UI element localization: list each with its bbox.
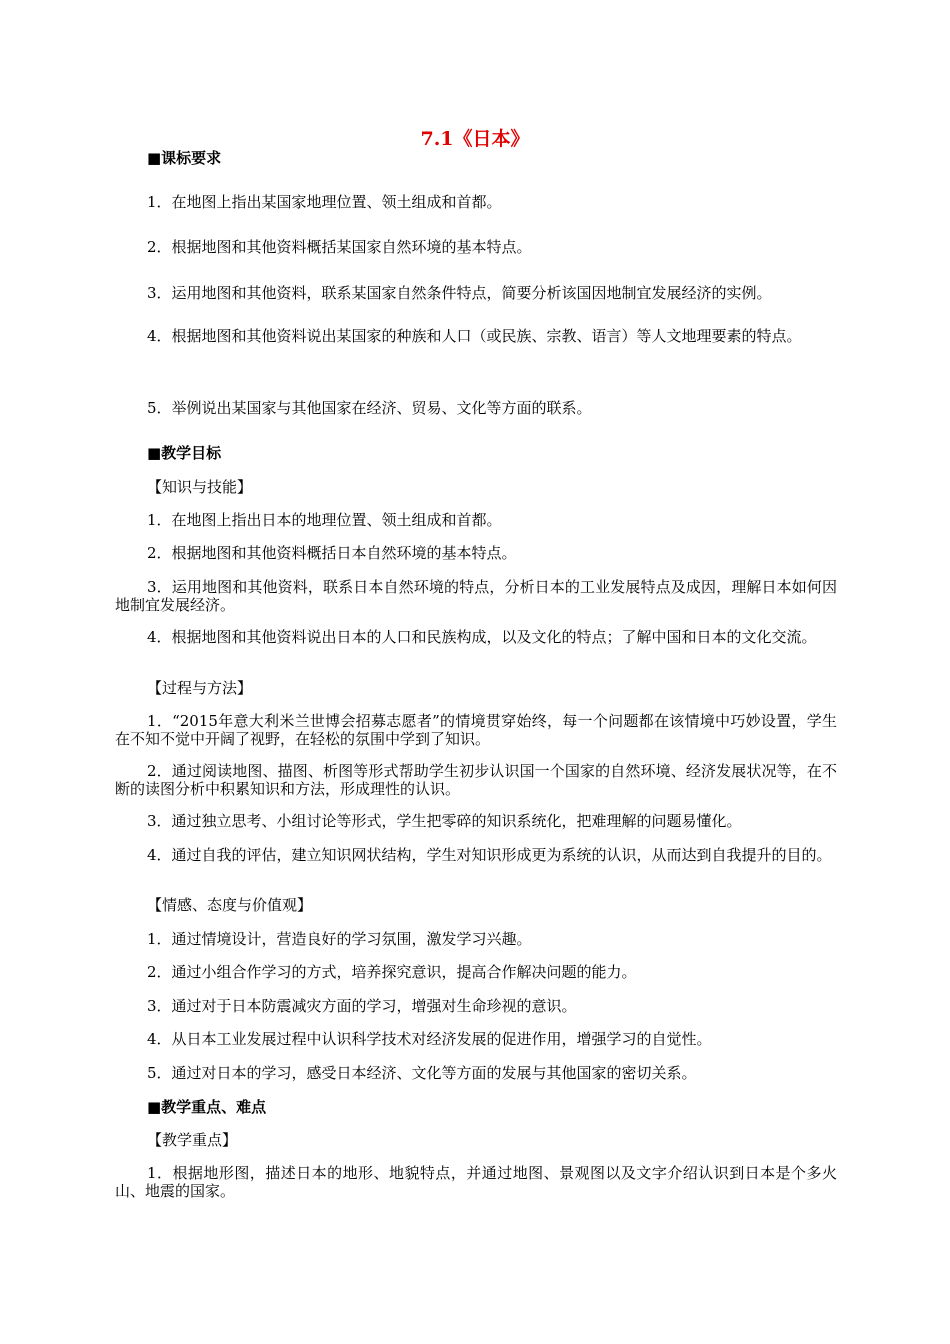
curriculum-item-1: 1．在地图上指出某国家地理位置、领土组成和首都。 [147,193,502,211]
curriculum-item-2: 2．根据地图和其他资料概括某国家自然环境的基本特点。 [147,238,532,256]
emotion-item-2: 2．通过小组合作学习的方式，培养探究意识，提高合作解决问题的能力。 [147,963,637,981]
process-item-3: 3．通过独立思考、小组讨论等形式，学生把零碎的知识系统化，把难理解的问题易懂化。 [147,812,742,830]
section-heading-goals: ■教学目标 [147,444,222,462]
curriculum-item-3: 3．运用地图和其他资料，联系某国家自然条件特点，简要分析该国因地制宜发展经济的实例。 [147,284,772,302]
emotion-item-4: 4．从日本工业发展过程中认识科学技术对经济发展的促进作用，增强学习的自觉性。 [147,1030,712,1048]
emotion-item-5: 5．通过对日本的学习，感受日本经济、文化等方面的发展与其他国家的密切关系。 [147,1064,697,1082]
subsection-label-emotion: 【情感、态度与价值观】 [147,896,313,914]
section-heading-keypoints: ■教学重点、难点 [147,1098,267,1116]
knowledge-item-1: 1．在地图上指出日本的地理位置、领土组成和首都。 [147,511,502,529]
emotion-item-1: 1．通过情境设计，营造良好的学习氛围，激发学习兴趣。 [147,930,532,948]
process-item-1: 1．“2015年意大利米兰世博会招募志愿者”的情境贯穿始终，每一个问题都在该情境中巧妙设置，学生在不知不觉中开阔了视野，在轻松的氛围中学到了知识。 [115,712,837,748]
knowledge-item-2: 2．根据地图和其他资料概括日本自然环境的基本特点。 [147,544,517,562]
section-heading-curriculum: ■课标要求 [147,149,222,167]
knowledge-item-3: 3．运用地图和其他资料，联系日本自然环境的特点，分析日本的工业发展特点及成因，理解日本如何因地制宜发展经济。 [115,578,837,614]
subsection-label-focus: 【教学重点】 [147,1131,238,1149]
page-title: 7.1《日本》 [420,128,530,150]
subsection-label-knowledge: 【知识与技能】 [147,478,253,496]
knowledge-item-4: 4．根据地图和其他资料说出日本的人口和民族构成，以及文化的特点；了解中国和日本的文化交流。 [147,628,817,646]
subsection-label-process: 【过程与方法】 [147,679,253,697]
curriculum-item-4: 4．根据地图和其他资料说出某国家的种族和人口（或民族、宗教、语言）等人文地理要素的特点。 [147,327,802,345]
curriculum-item-5: 5．举例说出某国家与其他国家在经济、贸易、文化等方面的联系。 [147,399,592,417]
process-item-4: 4．通过自我的评估，建立知识网状结构，学生对知识形成更为系统的认识，从而达到自我提升的目的。 [147,846,832,864]
emotion-item-3: 3．通过对于日本防震减灾方面的学习，增强对生命珍视的意识。 [147,997,577,1015]
process-item-2: 2．通过阅读地图、描图、析图等形式帮助学生初步认识国一个国家的自然环境、经济发展状况等，在不断的读图分析中积累知识和方法，形成理性的认识。 [115,762,837,798]
focus-item-1: 1．根据地形图，描述日本的地形、地貌特点，并通过地图、景观图以及文字介绍认识到日本是个多火山、地震的国家。 [115,1164,837,1200]
